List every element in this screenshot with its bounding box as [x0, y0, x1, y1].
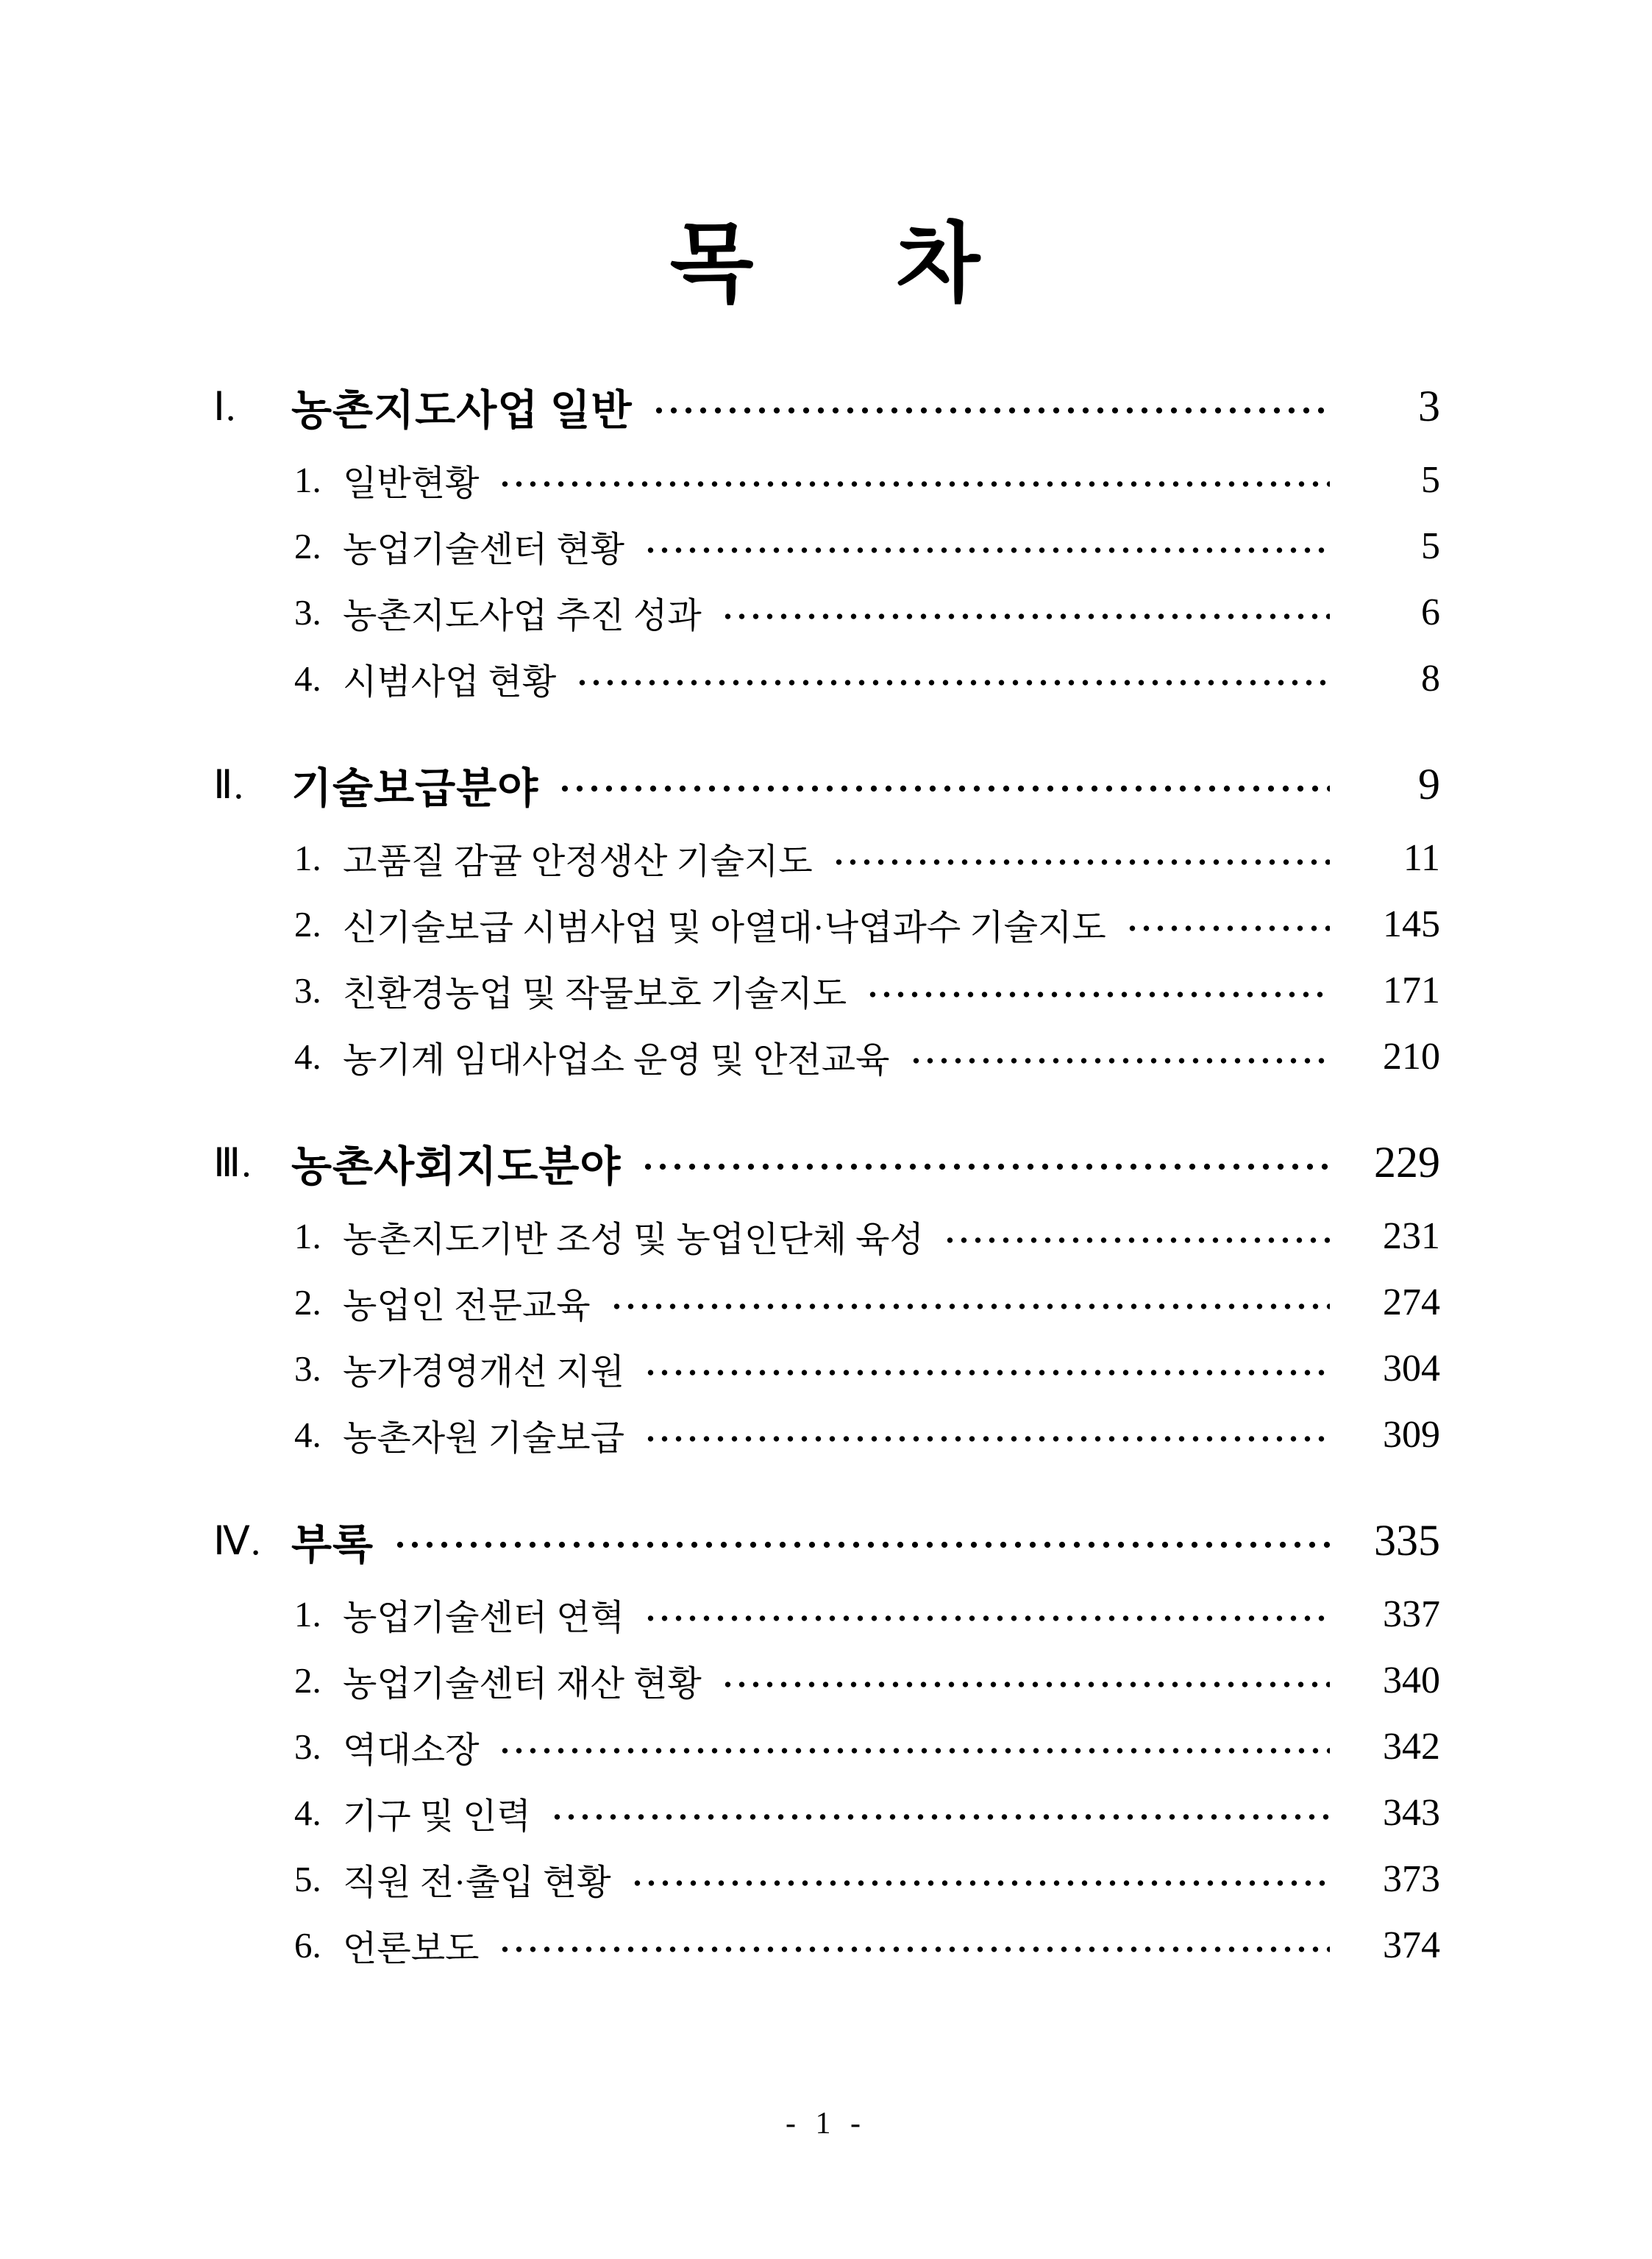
dot-leader	[909, 1056, 1330, 1065]
toc-section-row	[0, 744, 1440, 825]
item-page-number: 6	[1421, 591, 1440, 634]
item-page-number: 337	[1383, 1593, 1440, 1636]
item-title: 농촌지도사업 추진 성과	[343, 597, 702, 636]
page-title: 목 차	[669, 216, 983, 313]
section-title: 기술보급분야	[291, 765, 539, 812]
page-number-footer: - 1 -	[786, 2107, 866, 2141]
item-number: 3.	[294, 970, 321, 1011]
item-title: 언론보도	[343, 1929, 480, 1969]
dot-leader	[1125, 924, 1330, 933]
toc-item-row	[0, 1024, 1440, 1090]
item-number: 4.	[294, 1793, 321, 1834]
item-title: 농업기술센터 연혁	[343, 1598, 624, 1638]
item-title: 농촌자원 기술보급	[343, 1419, 624, 1459]
item-number: 2.	[294, 1282, 321, 1323]
item-title: 농가경영개선 지원	[343, 1353, 624, 1392]
dot-leader	[498, 1746, 1330, 1755]
toc-item-row	[0, 1648, 1440, 1714]
toc-item-row	[0, 892, 1440, 958]
section-numeral: Ⅲ.	[213, 1141, 252, 1186]
item-number: 4.	[294, 658, 321, 700]
item-title: 농기계 임대사업소 운영 및 안전교육	[343, 1041, 890, 1081]
item-title: 농업인 전문교육	[343, 1287, 591, 1326]
section-title: 농촌지도사업 일반	[291, 387, 633, 434]
item-number: 6.	[294, 1925, 321, 1966]
toc-item-row	[0, 1270, 1440, 1336]
dot-leader	[393, 1540, 1330, 1549]
toc-item-row	[0, 1582, 1440, 1648]
dot-leader	[721, 612, 1330, 621]
item-number: 3.	[294, 1726, 321, 1768]
item-page-number: 342	[1383, 1726, 1440, 1768]
section-numeral: Ⅳ.	[213, 1519, 262, 1564]
dot-leader	[498, 480, 1330, 488]
section-page-number: 229	[1374, 1138, 1440, 1187]
item-title: 일반현황	[343, 464, 480, 504]
dot-leader	[630, 1879, 1330, 1888]
section-page-number: 3	[1418, 382, 1440, 431]
item-number: 4.	[294, 1415, 321, 1456]
item-number: 2.	[294, 526, 321, 567]
section-numeral: Ⅰ.	[213, 385, 237, 430]
item-title: 기구 및 인력	[343, 1797, 531, 1837]
item-number: 5.	[294, 1859, 321, 1900]
toc-item-row	[0, 513, 1440, 580]
section-title: 부록	[291, 1521, 374, 1568]
dot-leader	[721, 1680, 1330, 1689]
item-page-number: 304	[1383, 1348, 1440, 1390]
item-number: 1.	[294, 838, 321, 879]
item-title: 농업기술센터 재산 현황	[343, 1665, 702, 1704]
item-page-number: 274	[1383, 1281, 1440, 1324]
item-title: 고품질 감귤 안정생산 기술지도	[343, 842, 813, 882]
table-of-contents	[0, 366, 1652, 1979]
item-number: 2.	[294, 904, 321, 945]
item-page-number: 145	[1383, 903, 1440, 946]
dot-leader	[644, 1434, 1330, 1443]
dot-leader	[641, 1162, 1331, 1171]
section-page-number: 9	[1418, 760, 1440, 809]
item-number: 1.	[294, 460, 321, 501]
dot-leader	[832, 858, 1330, 867]
toc-section-row	[0, 366, 1440, 447]
dot-leader	[652, 406, 1330, 415]
toc-item-row	[0, 1203, 1440, 1270]
dot-leader	[550, 1812, 1330, 1821]
item-title: 농업기술센터 현황	[343, 530, 624, 570]
item-page-number: 8	[1421, 658, 1440, 700]
section-page-number: 335	[1374, 1516, 1440, 1565]
toc-section-row	[0, 1501, 1440, 1582]
item-title: 역대소장	[343, 1731, 480, 1771]
dot-leader	[644, 1614, 1330, 1623]
dot-leader	[644, 1368, 1330, 1377]
item-page-number: 171	[1383, 970, 1440, 1012]
toc-item-row	[0, 646, 1440, 712]
item-page-number: 11	[1403, 837, 1440, 880]
item-page-number: 373	[1383, 1858, 1440, 1901]
item-number: 3.	[294, 592, 321, 633]
item-page-number: 5	[1421, 525, 1440, 568]
toc-item-row	[0, 1913, 1440, 1979]
item-number: 2.	[294, 1660, 321, 1701]
toc-item-row	[0, 447, 1440, 513]
item-number: 4.	[294, 1036, 321, 1078]
section-title: 농촌사회지도분야	[291, 1143, 622, 1190]
item-page-number: 5	[1421, 459, 1440, 502]
toc-item-row	[0, 1336, 1440, 1402]
toc-item-row	[0, 1402, 1440, 1468]
item-number: 3.	[294, 1348, 321, 1390]
item-title: 신기술보급 시범사업 및 아열대·낙엽과수 기술지도	[343, 908, 1106, 948]
toc-item-row	[0, 1846, 1440, 1913]
dot-leader	[644, 546, 1330, 555]
dot-leader	[558, 784, 1330, 793]
item-page-number: 231	[1383, 1215, 1440, 1258]
toc-item-row	[0, 1714, 1440, 1780]
toc-item-row	[0, 958, 1440, 1024]
item-title: 농촌지도기반 조성 및 농업인단체 육성	[343, 1220, 924, 1260]
item-title: 직원 전·출입 현황	[343, 1863, 611, 1903]
dot-leader	[943, 1236, 1330, 1245]
toc-item-row	[0, 580, 1440, 646]
item-page-number: 374	[1383, 1924, 1440, 1967]
dot-leader	[498, 1945, 1330, 1954]
toc-section-row	[0, 1123, 1440, 1203]
section-numeral: Ⅱ.	[213, 763, 245, 808]
item-title: 친환경농업 및 작물보호 기술지도	[343, 975, 847, 1014]
item-title: 시범사업 현황	[343, 663, 557, 702]
item-page-number: 309	[1383, 1414, 1440, 1456]
dot-leader	[610, 1302, 1330, 1311]
item-page-number: 343	[1383, 1792, 1440, 1835]
item-page-number: 210	[1383, 1036, 1440, 1078]
dot-leader	[575, 678, 1330, 687]
dot-leader	[866, 990, 1330, 999]
toc-item-row	[0, 1780, 1440, 1846]
item-number: 1.	[294, 1216, 321, 1257]
item-page-number: 340	[1383, 1659, 1440, 1702]
toc-item-row	[0, 825, 1440, 892]
item-number: 1.	[294, 1594, 321, 1635]
